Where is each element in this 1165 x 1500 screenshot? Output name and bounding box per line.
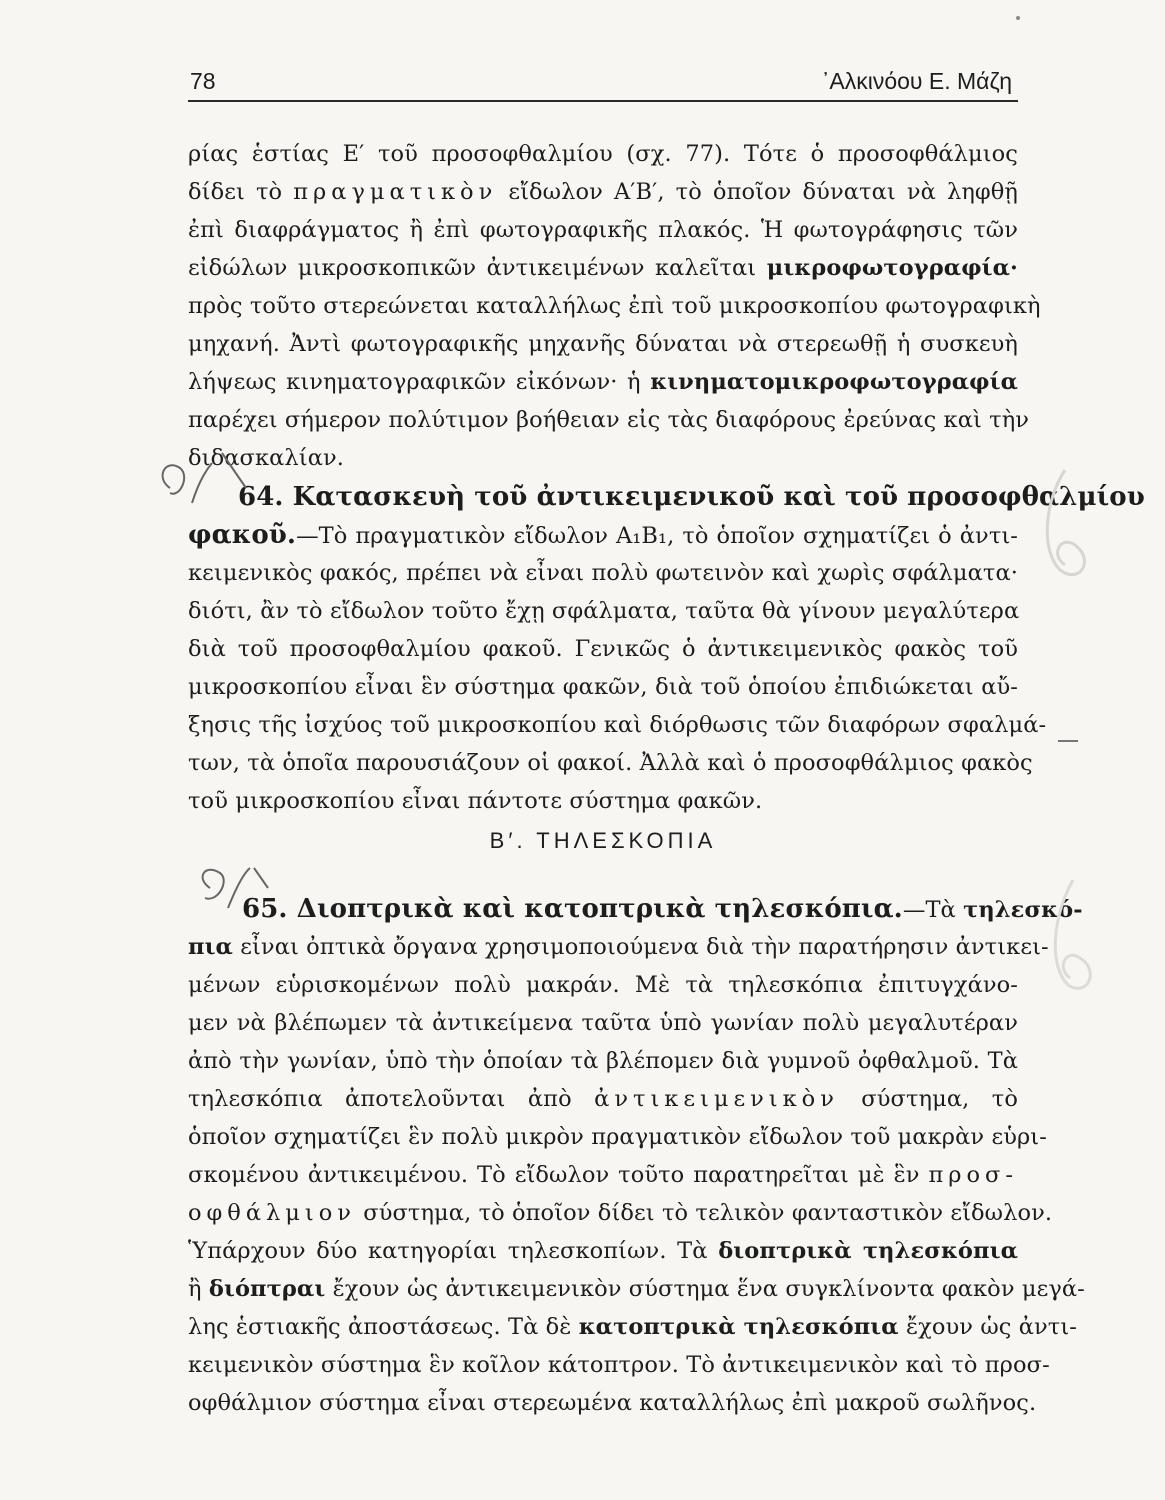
running-head-author: ᾿Αλκινόου Ε. Μάζη bbox=[821, 68, 1012, 94]
text-line: κειμενικὸν σύστημα ἓν κοῖλον κάτοπτρον. Τὸ ἀντικειμενικὸν καὶ τὸ προσ- bbox=[188, 1352, 1050, 1378]
text-run: εἶναι ὀπτικὰ ὄργανα χρησιμοποιούμενα διὰ τὴν παρατήρησιν ἀντικει- bbox=[232, 934, 1049, 960]
text-line bbox=[188, 516, 1018, 554]
text-run: σύστημα, τὸ ὁποῖον δίδει τὸ τελικὸν φανταστικὸν εἴδωλον. bbox=[355, 1200, 1053, 1226]
text-line bbox=[188, 249, 1018, 287]
text-line: των, τὰ ὁποῖα παρουσιάζουν οἱ φακοί. Ἀλλὰ καὶ ὁ προσοφθάλμιος φακὸς bbox=[188, 750, 1033, 776]
spaced-term: οφθάλμιον bbox=[188, 1200, 356, 1226]
text-run: σύστημα, τὸ bbox=[838, 1086, 1018, 1112]
faint-margin-mark bbox=[1025, 460, 1115, 600]
section-title: Β′. ΤΗΛΕΣΚΟΠΙΑ bbox=[489, 828, 717, 853]
text-run: ἢ bbox=[188, 1276, 209, 1302]
text-line: μένων εὑρισκομένων πολὺ μακράν. Μὲ τὰ τηλεσκόπια ἐπιτυγχάνο- bbox=[188, 972, 1018, 998]
bold-term: κινηματομικροφωτογραφία bbox=[650, 369, 1018, 395]
text-line bbox=[188, 928, 1049, 966]
text-line: ὁποῖον σχηματίζει ἓν πολὺ μικρὸν πραγματικὸν εἴδωλον τοῦ μακρὰν εὑρι- bbox=[188, 1124, 1047, 1150]
text-line: πρὸς τοῦτο στερεώνεται καταλλήλως ἐπὶ τοῦ μικροσκοπίου φωτογραφικὴ bbox=[188, 293, 1041, 319]
section-heading: 65. Διοπτρικὰ καὶ κατοπτρικὰ τηλεσκόπια. bbox=[242, 894, 903, 924]
page-header bbox=[188, 60, 1018, 102]
text-run: —Τὸ πραγματικὸν εἴδωλον Α₁Β₁, τὸ ὁποῖον σχηματίζει ὁ ἀντι- bbox=[296, 523, 1018, 549]
text-run: εἰδώλων μικροσκοπικῶν ἀντικειμένων καλεῖται bbox=[188, 255, 767, 281]
handwritten-mark bbox=[190, 858, 280, 928]
paragraph-section-64 bbox=[188, 478, 1145, 820]
text-line bbox=[188, 1308, 1077, 1346]
text-run: εἴδωλον Α′Β′, τὸ ὁποῖον δύναται νὰ ληφθῇ bbox=[497, 179, 1019, 205]
spaced-term: πραγματικὸν bbox=[293, 179, 498, 205]
text-line: διὰ τοῦ προσοφθαλμίου φακοῦ. Γενικῶς ὁ ἀντικειμενικὸς φακὸς τοῦ bbox=[188, 636, 1018, 662]
text-run: ἔχουν ὡς ἀντι- bbox=[898, 1314, 1077, 1340]
text-line: οφθάλμιον σύστημα εἶναι στερεωμένα καταλλήλως ἐπὶ μακροῦ σωλῆνος. bbox=[188, 1390, 1037, 1416]
bold-term: κατοπτρικὰ τηλεσκόπια bbox=[578, 1314, 899, 1340]
text-line: μεν νὰ βλέπωμεν τὰ ἀντικείμενα ταῦτα ὑπὸ γωνίαν πολὺ μεγαλυτέραν bbox=[188, 1010, 1018, 1036]
speck bbox=[1016, 16, 1020, 20]
text-run: σκομένου ἀντικειμένου. Τὸ εἴδωλον τοῦτο παρατηρεῖται μὲ ἓν bbox=[188, 1162, 929, 1188]
text-run: δίδει τὸ bbox=[188, 179, 294, 205]
text-line bbox=[188, 1194, 1053, 1232]
bold-term: τηλεσκό- bbox=[963, 897, 1083, 923]
bold-term: πια bbox=[188, 934, 233, 960]
text-line: μικροσκοπίου εἶναι ἓν σύστημα φακῶν, διὰ τοῦ ὁποίου ἐπιδιώκεται αὔ- bbox=[188, 674, 1018, 700]
text-line: τοῦ μικροσκοπίου εἶναι πάντοτε σύστημα φακῶν. bbox=[188, 788, 763, 814]
text-line: παρέχει σήμερον πολύτιμον βοήθειαν εἰς τὰς διαφόρους ἐρεύνας καὶ τὴν bbox=[188, 407, 1030, 433]
paragraph-section-65 bbox=[188, 890, 1085, 1422]
text-run: τηλεσκόπια ἀποτελοῦνται ἀπὸ bbox=[188, 1086, 595, 1112]
text-line bbox=[188, 890, 1083, 928]
spaced-term: ἀντικειμενικὸν bbox=[594, 1086, 839, 1112]
text-line: ρίας ἑστίας Ε′ τοῦ προσοφθαλμίου (σχ. 77). Τότε ὁ προσοφθάλμιος bbox=[188, 141, 1018, 167]
text-line bbox=[188, 1270, 1085, 1308]
text-line bbox=[188, 1080, 1018, 1118]
paragraph-microphotography bbox=[188, 135, 1041, 477]
text-run: Ὑπάρχουν δύο κατηγορίαι τηλεσκοπίων. Τὰ bbox=[188, 1238, 719, 1264]
margin-dash bbox=[1058, 740, 1078, 742]
faint-margin-mark bbox=[1028, 870, 1118, 1010]
bold-term: μικροφωτογραφία· bbox=[766, 255, 1018, 281]
bold-term: διοπτρικὰ τηλεσκόπια bbox=[718, 1238, 1018, 1264]
text-line: διδασκαλίαν. bbox=[188, 445, 345, 471]
text-line: διότι, ἂν τὸ εἴδωλον τοῦτο ἔχῃ σφάλματα, ταῦτα θὰ γίνουν μεγαλύτερα bbox=[188, 598, 1020, 624]
bold-term: διόπτραι bbox=[208, 1276, 326, 1302]
text-line: ἐπὶ διαφράγματος ἢ ἐπὶ φωτογραφικῆς πλακός. Ἡ φωτογράφησις τῶν bbox=[188, 217, 1018, 243]
text-line bbox=[188, 363, 1018, 401]
text-line: κειμενικὸς φακός, πρέπει νὰ εἶναι πολὺ φωτεινὸν καὶ χωρὶς σφάλματα· bbox=[188, 560, 1018, 586]
text-line: μηχανή. Ἀντὶ φωτογραφικῆς μηχανῆς δύναται νὰ στερεωθῇ ἡ συσκευὴ bbox=[188, 331, 1018, 357]
text-line bbox=[188, 1156, 1018, 1194]
section-heading-line bbox=[188, 478, 1145, 516]
page-number: 78 bbox=[190, 68, 216, 94]
text-line bbox=[188, 173, 1018, 211]
handwritten-mark bbox=[150, 448, 260, 528]
text-line: ξησις τῆς ἰσχύος τοῦ μικροσκοπίου καὶ διόρθωσις τῶν διαφόρων σφαλμά- bbox=[188, 712, 1047, 738]
section-heading: φακοῦ. bbox=[188, 520, 297, 550]
text-run: λης ἑστιακῆς ἀποστάσεως. Τὰ δὲ bbox=[188, 1314, 579, 1340]
text-run: λήψεως κινηματογραφικῶν εἰκόνων· ἡ bbox=[188, 369, 651, 395]
spaced-term: προσ- bbox=[928, 1162, 1018, 1188]
text-run: —Τὰ bbox=[902, 897, 964, 923]
section-heading: 64. Κατασκευὴ τοῦ ἀντικειμενικοῦ καὶ τοῦ προσοφθαλμίου bbox=[238, 482, 1145, 512]
text-line: ἀπὸ τὴν γωνίαν, ὑπὸ τὴν ὁποίαν τὰ βλέπομεν διὰ γυμνοῦ ὀφθαλμοῦ. Τὰ bbox=[188, 1048, 1018, 1074]
text-run: ἔχουν ὡς ἀντικειμενικὸν σύστημα ἕνα συγκλίνοντα φακὸν μεγά- bbox=[325, 1276, 1085, 1302]
text-line bbox=[188, 1232, 1018, 1270]
